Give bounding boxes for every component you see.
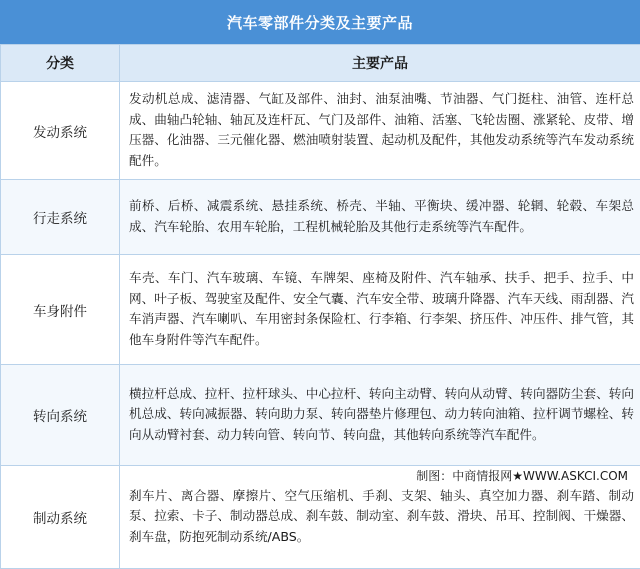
products-cell: 横拉杆总成、拉杆、拉杆球头、中心拉杆、转向主动臂、转向从动臂、转向器防尘套、转向机总成、转向减振器、转向助力泵、转向器垫片修理包、动力转向油箱、拉杆调节螺栓、转向从动臂衬套、动力转向管、转向节、转向盘，其他转向系统等汽车配件。 (120, 365, 640, 466)
products-cell: 车壳、车门、汽车玻璃、车镜、车牌架、座椅及附件、汽车轴承、扶手、把手、拉手、中网、叶子板、驾驶室及配件、安全气囊、汽车安全带、玻璃升降器、汽车天线、雨刮器、汽车消声器、汽车喇叭、车用密封条保险杠、行李箱、行李架、挤压件、冲压件、排气管，其他车身附件等汽车配件。 (120, 255, 640, 365)
table-row (1, 255, 640, 365)
category-cell: 转向系统 (1, 365, 120, 466)
source-credit: 制图：中商情报网★WWW.ASKCI.COM (416, 467, 628, 484)
column-header-category: 分类 (1, 45, 120, 82)
category-cell: 制动系统 (1, 466, 120, 569)
column-header-products: 主要产品 (120, 45, 640, 82)
category-cell: 车身附件 (1, 255, 120, 365)
table-title: 汽车零部件分类及主要产品 (0, 0, 640, 44)
parts-table (0, 44, 640, 569)
products-cell: 刹车片、离合器、摩擦片、空气压缩机、手刹、支架、轴头、真空加力器、刹车踏、制动泵、拉索、卡子、制动器总成、刹车鼓、制动室、刹车鼓、滑块、吊耳、控制阀、干燥器、刹车盘，防抱死制动系统/ABS。 (120, 466, 640, 569)
table-row (1, 180, 640, 255)
table-row (1, 82, 640, 180)
table-row (1, 365, 640, 466)
category-cell: 发动系统 (1, 82, 120, 180)
products-cell: 发动机总成、滤清器、气缸及部件、油封、油泵油嘴、节油器、气门挺柱、油管、连杆总成、曲轴凸轮轴、轴瓦及连杆瓦、气门及部件、油箱、活塞、飞轮齿圈、涨紧轮、皮带、增压器、化油器、三元催化器、燃油喷射装置、起动机及配件，其他发动系统等汽车发动系统配件。 (120, 82, 640, 180)
category-cell: 行走系统 (1, 180, 120, 255)
products-cell: 前桥、后桥、减震系统、悬挂系统、桥壳、半轴、平衡块、缓冲器、轮辋、轮毂、车架总成、汽车轮胎、农用车轮胎，工程机械轮胎及其他行走系统等汽车配件。 (120, 180, 640, 255)
table-header-row (1, 45, 640, 82)
